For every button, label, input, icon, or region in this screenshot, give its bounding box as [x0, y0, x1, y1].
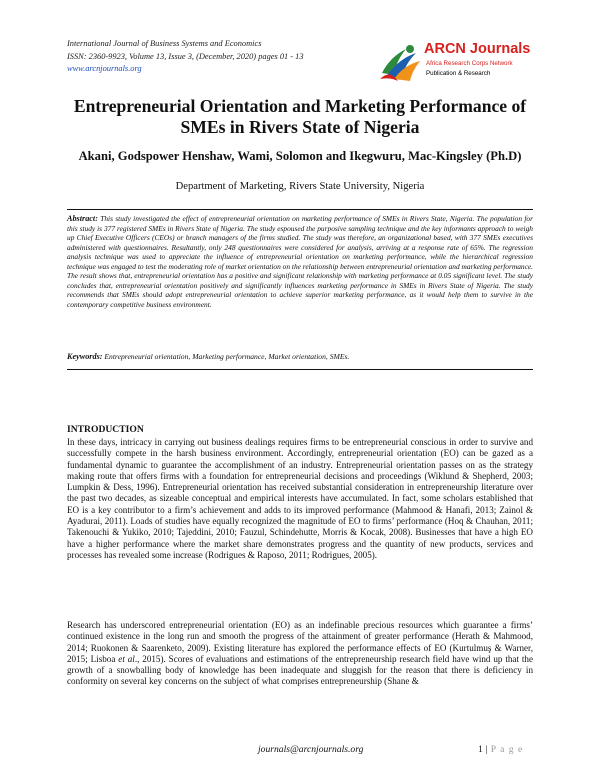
- abstract-label: Abstract:: [67, 214, 98, 223]
- abstract-top-rule: [67, 209, 533, 210]
- introduction-paragraph-1: In these days, intricacy in carrying out business dealings requires firms to be entrepreneurial conscious in order to survive and successfully compete in the harsh business environment. Accordingly, entrepreneurial orientation (EO) can be gazed as a fundamental dynamic to guarantee the accomplishment of an industry. Entrepreneurial orientation passes on as the strategy making route that offers firms with a foundation for entrepreneurial decisions and proceedings (Wiklund & Shepherd, 2003; Lumpkin & Dess, 1996). Entrepreneurial orientation has received substantial consideration in entrepreneurship literature over the past two decades, as sizeable conceptual and empirical interests have accumulated. In fact, some scholars established that EO is a key contributor to a firm’s achievement and adds to its improved performance (Mahmood & Hanafi, 2013; Zainol & Ayadurai, 2011). Loads of studies have equally recognized the magnitude of EO to firms’ performance (Hoq & Chauhan, 2011; Takenouchi & Yukiko, 2010; Tajeddini, 2010; Fauzul, Schindehutte, Morris & Kocak, 2008). Businesses that have a high EO have a higher performance where the market share demonstrates progress and the quantity of new products, services and processes has revealed some increase (Rodrigues & Raposo, 2011; Rodrigues, 2005).: [67, 437, 533, 560]
- article-authors: Akani, Godspower Henshaw, Wami, Solomon and Ikegwuru, Mac-Kingsley (Ph.D): [78, 149, 522, 163]
- abstract-text: This study investigated the effect of entrepreneurial orientation on marketing performance of SMEs in Rivers State, Nigeria. The population for this study is 377 registered SMEs in Rivers State of Nigeria. The study espoused the purposive sampling technique and the key informants approach to weigh up Chief Executive Officers (CEOs) or branch managers of the firms studied. The study was therefore, an organizational based, with 377 SMEs executives administered with questionnaires. Resultantly, only 248 questionnaires were considered for analysis, arriving at a response rate of 65%. The regression analysis technique was used to appreciate the influence of entrepreneurial orientation on marketing performance, while the hierarchical regression technique was engaged to test the moderating role of market orientation on the relationship between entrepreneurial orientation and marketing performance. The result shows that, entrepreneurial orientation has a positive and significant relationship with marketing performance at 0.05 significant level. The study concludes that, entrepreneurial orientation positively and significantly influences marketing performance in SMEs in Rivers State of Nigeria. The study recommends that SMEs should adopt entrepreneurial orientation to achieve superior marketing performance, as it would help them to survive in the contemporary competitive business environment.: [67, 214, 533, 309]
- paragraph-2-et-al: et al: [118, 653, 135, 664]
- abstract-block: [67, 214, 533, 309]
- footer-email-link[interactable]: journals@arcnjournals.org: [258, 744, 364, 755]
- arcn-globe-book-logo-icon: [376, 39, 422, 83]
- logo-subtitle-network: Africa Research Corps Network: [426, 60, 513, 67]
- journal-url-link[interactable]: www.arcnjournals.org: [67, 64, 142, 73]
- keywords-block: [67, 352, 533, 362]
- journal-header: [67, 38, 387, 76]
- page-separator: |: [485, 744, 488, 755]
- paragraph-2-text-b: ., 2015). Scores of evaluations and estimations of the entrepreneurship research field have wind up that the growth of a snowballing body of knowledge has been inadequate and sluggish for the reason that there is deficiency in conformity on several key concerns on the subject of what comprises entrepreneurship (Shane &: [67, 653, 533, 687]
- logo-title: ARCN Journals: [424, 41, 531, 57]
- introduction-heading: INTRODUCTION: [67, 424, 144, 435]
- author-affiliation: Department of Marketing, Rivers State University, Nigeria: [175, 181, 425, 192]
- arcn-logo: [376, 37, 546, 85]
- keywords-bottom-rule: [67, 369, 533, 370]
- introduction-paragraph-2: [67, 620, 533, 688]
- keywords-label: Keywords:: [67, 352, 103, 361]
- logo-subtitle-publication: Publication & Research: [426, 70, 491, 77]
- keywords-text: Entrepreneurial orientation, Marketing performance, Market orientation, SMEs.: [102, 352, 350, 361]
- page-number: 1: [478, 744, 483, 755]
- journal-name: International Journal of Business Systems and Economics: [67, 39, 262, 48]
- paragraph-2-text-a: Research has underscored entrepreneurial orientation (EO) as an indefinable precious resources which guarantee a firms’ continued existence in the long run and smooth the progress of the attainment of greater performance (Herath & Mahmood, 2014; Ruokonen & Saarenketo, 2009). Existing literature has explored the performance effects of EO (Kurtulmuş & Warner, 2015; Lisboa: [67, 620, 533, 664]
- footer-page-number: [478, 744, 523, 755]
- article-title: Entrepreneurial Orientation and Marketing Performance of SMEs in Rivers State of Nigeria: [73, 96, 527, 137]
- page-word: P a g e: [490, 744, 524, 755]
- issn-line: ISSN: 2360-9923, Volume 13, Issue 3, (December, 2020) pages 01 - 13: [67, 51, 304, 61]
